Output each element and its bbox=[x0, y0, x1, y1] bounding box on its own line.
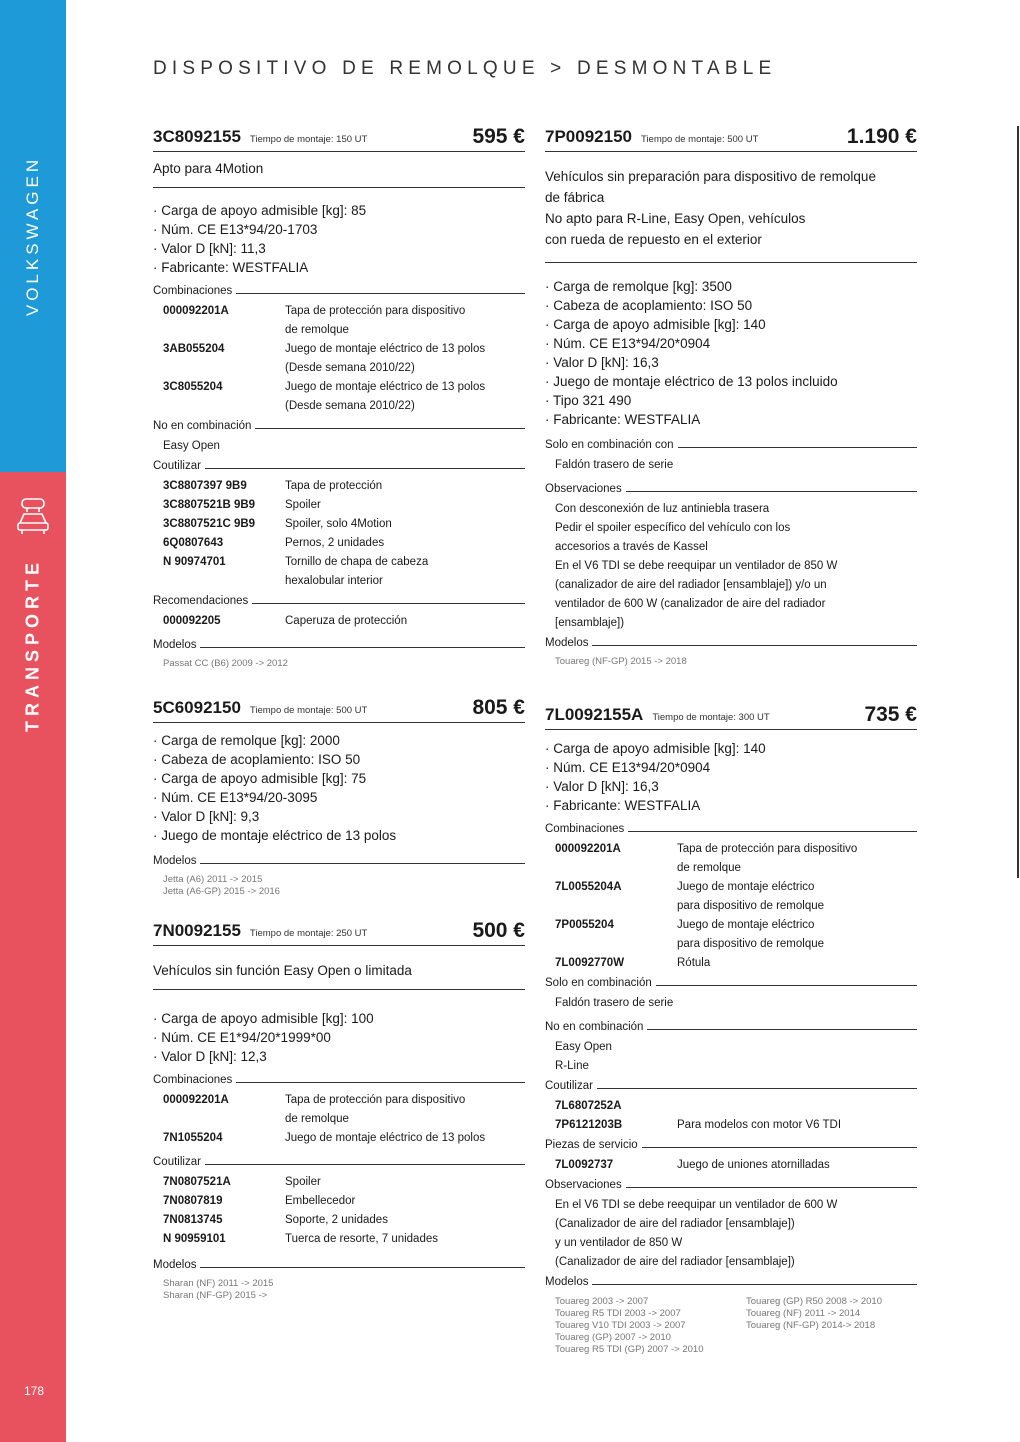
list-item: 7L6807252A bbox=[555, 1100, 622, 1112]
list-item: 000092201A Tapa de protección para dispositivo de remolque bbox=[555, 843, 858, 874]
recommendations-list bbox=[153, 609, 525, 631]
product-code: 7L0092155A bbox=[545, 705, 644, 724]
right-edge-rule bbox=[1017, 126, 1019, 878]
section-combinations: Combinaciones bbox=[153, 1072, 525, 1088]
section-combinations: Combinaciones bbox=[153, 283, 525, 299]
section-not-in-combination: No en combinación bbox=[545, 1019, 917, 1035]
section-models: Modelos bbox=[153, 1257, 525, 1273]
not-in-combination-list: Easy Open R-Line bbox=[555, 1041, 612, 1072]
models-list: Touareg 2003 -> 2007 Touareg R5 TDI 2003 -> 2007 Touareg V10 TDI 2003 -> 2007 Touareg (GP) 2007 -> 2010 Touareg R5 TDI (GP) 2007 -> 2010 Touareg (GP) R50 2008 -> 2010 Touareg (NF) 2011 -> 2014 Touareg (NF-GP) 2014-> 2018 bbox=[555, 1296, 882, 1355]
spec-list: · Carga de remolque [kg]: 2000 · Cabeza de acoplamiento: ISO 50 · Carga de apoyo admisible [kg]: 75 · Núm. CE E13*94/20-3095 · Valor D [kN]: 9,3 · Juego de montaje eléctrico de 13 polos bbox=[153, 733, 397, 843]
list-item: 3C8807521C 9B9 Spoiler, solo 4Motion bbox=[163, 518, 392, 530]
section-models: Modelos bbox=[153, 637, 525, 653]
section-recommendations: Recomendaciones bbox=[153, 593, 525, 609]
not-in-combination-list: Easy Open bbox=[163, 440, 220, 452]
section-coutilizar: Coutilizar bbox=[153, 458, 525, 474]
product-7N0092155 bbox=[153, 918, 525, 1302]
section-only-in-combination: Solo en combinación con bbox=[545, 437, 917, 453]
section-observations: Observaciones bbox=[545, 481, 917, 497]
mount-time: Tiempo de montaje: 150 UT bbox=[249, 134, 368, 145]
coutilizar-list bbox=[153, 1170, 525, 1249]
product-3C8092155 bbox=[153, 124, 525, 670]
section-observations: Observaciones bbox=[545, 1177, 917, 1193]
list-item: 3C8055204 Juego de montaje eléctrico de 13 polos (Desde semana 2010/22) bbox=[163, 381, 486, 412]
section-models: Modelos bbox=[545, 1274, 917, 1290]
list-item: 000092201A Tapa de protección para dispositivo de remolque bbox=[163, 305, 466, 336]
models-list: Touareg (NF-GP) 2015 -> 2018 bbox=[555, 656, 687, 667]
list-item: 7L0092737 Juego de uniones atornilladas bbox=[555, 1159, 830, 1171]
list-item: 6Q0807643 Pernos, 2 unidades bbox=[163, 537, 385, 549]
service-parts-list bbox=[545, 1153, 917, 1175]
product-description: Apto para 4Motion bbox=[153, 152, 525, 188]
product-code: 5C6092150 bbox=[153, 698, 241, 717]
product-description: Vehículos sin función Easy Open o limitada bbox=[153, 946, 525, 990]
product-code: 3C8092155 bbox=[153, 127, 241, 146]
only-in-combination-list: Faldón trasero de serie bbox=[555, 997, 674, 1009]
list-item: 7L0055204A Juego de montaje eléctrico para dispositivo de remolque bbox=[555, 881, 825, 912]
section-service-parts: Piezas de servicio bbox=[545, 1137, 917, 1153]
list-item: 7P6121203B Para modelos con motor V6 TDI bbox=[555, 1119, 842, 1131]
list-item: N 90974701 Tornillo de chapa de cabeza hexalobular interior bbox=[163, 556, 429, 587]
list-item: 3C8807521B 9B9 Spoiler bbox=[163, 499, 321, 511]
product-price: 500 € bbox=[472, 919, 525, 942]
car-roof-box-icon bbox=[15, 496, 51, 536]
mount-time: Tiempo de montaje: 300 UT bbox=[652, 712, 770, 723]
mount-time: Tiempo de montaje: 500 UT bbox=[640, 134, 759, 145]
page-number: 178 bbox=[24, 1384, 45, 1398]
product-description: Vehículos sin preparación para dispositivo de remolque de fábrica No apto para R-Line, Easy Open, vehículos con rueda de repuesto en el exterior bbox=[545, 152, 917, 263]
product-5C6092150 bbox=[153, 695, 525, 898]
list-item: 7N0807521A Spoiler bbox=[163, 1176, 321, 1188]
models-list: Sharan (NF) 2011 -> 2015 Sharan (NF-GP) 2015 -> bbox=[163, 1278, 274, 1301]
only-in-combination-list: Faldón trasero de serie bbox=[555, 459, 674, 471]
list-item: 7N1055204 Juego de montaje eléctrico de 13 polos bbox=[163, 1132, 486, 1144]
brand-label: VOLKSWAGEN bbox=[23, 155, 42, 317]
product-header bbox=[545, 702, 917, 730]
section-coutilizar: Coutilizar bbox=[153, 1154, 525, 1170]
section-models: Modelos bbox=[545, 635, 917, 651]
product-price: 1.190 € bbox=[846, 125, 917, 148]
spec-list: · Carga de remolque [kg]: 3500 · Cabeza de acoplamiento: ISO 50 · Carga de apoyo admisible [kg]: 140 · Núm. CE E13*94/20*0904 · Valor D [kN]: 16,3 · Juego de montaje eléctrico de 13 polos incluido · Tipo 321 490 · Fabricante: WESTFALIA bbox=[545, 279, 838, 427]
combinations-list bbox=[545, 837, 917, 973]
spec-list: · Carga de apoyo admisible [kg]: 100 · Núm. CE E1*94/20*1999*00 · Valor D [kN]: 12,3 bbox=[153, 1011, 374, 1064]
list-item: 3C8807397 9B9 Tapa de protección bbox=[163, 480, 383, 492]
product-header bbox=[153, 124, 525, 152]
section-combinations: Combinaciones bbox=[545, 821, 917, 837]
section-coutilizar: Coutilizar bbox=[545, 1078, 917, 1094]
models-list: Passat CC (B6) 2009 -> 2012 bbox=[163, 658, 288, 669]
observations-list: En el V6 TDI se debe reequipar un ventilador de 600 W (Canalizador de aire del radiador [ensamblaje]) y un ventilador de 850 W (Canalizador de aire del radiador [ensamblaje]) bbox=[555, 1199, 838, 1268]
coutilizar-list bbox=[545, 1094, 917, 1135]
observations-list: Con desconexión de luz antiniebla trasera Pedir el spoiler específico del vehículo con los accesorios a través de Kassel En el V6 TDI se debe reequipar un ventilador de 850 W (canalizador de aire del radiador [ensamblaje]) y/o un ventilador de 600 W (canalizador de aire del radiador [ensamblaje]) bbox=[555, 503, 838, 629]
product-price: 805 € bbox=[472, 696, 525, 719]
product-header bbox=[153, 695, 525, 723]
list-item: 7N0807819 Embellecedor bbox=[163, 1195, 356, 1207]
mount-time: Tiempo de montaje: 250 UT bbox=[249, 928, 368, 939]
list-item: N 90959101 Tuerca de resorte, 7 unidades bbox=[163, 1233, 438, 1245]
spec-list: · Carga de apoyo admisible [kg]: 140 · Núm. CE E13*94/20*0904 · Valor D [kN]: 16,3 · Fabricante: WESTFALIA bbox=[545, 741, 766, 813]
list-item: 000092205 Caperuza de protección bbox=[163, 615, 408, 627]
product-header bbox=[153, 918, 525, 946]
spec-list: · Carga de apoyo admisible [kg]: 85 · Núm. CE E13*94/20-1703 · Valor D [kN]: 11,3 · Fabricante: WESTFALIA bbox=[153, 203, 367, 275]
product-price: 595 € bbox=[472, 125, 525, 148]
list-item: 7N0813745 Soporte, 2 unidades bbox=[163, 1214, 388, 1226]
coutilizar-list bbox=[153, 474, 525, 591]
section-models: Modelos bbox=[153, 853, 525, 869]
product-code: 7N0092155 bbox=[153, 921, 241, 940]
mount-time: Tiempo de montaje: 500 UT bbox=[249, 705, 368, 716]
category-label: TRANSPORTE bbox=[22, 557, 43, 733]
product-code: 7P0092150 bbox=[545, 127, 632, 146]
product-header bbox=[545, 124, 917, 152]
page-title: DISPOSITIVO DE REMOLQUE > DESMONTABLE bbox=[153, 58, 777, 79]
section-only-in-combination: Solo en combinación bbox=[545, 975, 917, 991]
product-7P0092150 bbox=[545, 124, 917, 668]
section-not-in-combination: No en combinación bbox=[153, 418, 525, 434]
list-item: 3AB055204 Juego de montaje eléctrico de 13 polos (Desde semana 2010/22) bbox=[163, 343, 486, 374]
list-item: 000092201A Tapa de protección para dispositivo de remolque bbox=[163, 1094, 466, 1125]
product-7L0092155A bbox=[545, 702, 917, 1356]
models-list: Jetta (A6) 2011 -> 2015 Jetta (A6-GP) 2015 -> 2016 bbox=[163, 874, 280, 897]
list-item: 7P0055204 Juego de montaje eléctrico para dispositivo de remolque bbox=[555, 919, 825, 950]
list-item: 7L0092770W Rótula bbox=[555, 957, 711, 969]
combinations-list bbox=[153, 299, 525, 416]
sidebar bbox=[0, 0, 66, 1442]
product-price: 735 € bbox=[864, 703, 917, 726]
combinations-list bbox=[153, 1088, 525, 1148]
